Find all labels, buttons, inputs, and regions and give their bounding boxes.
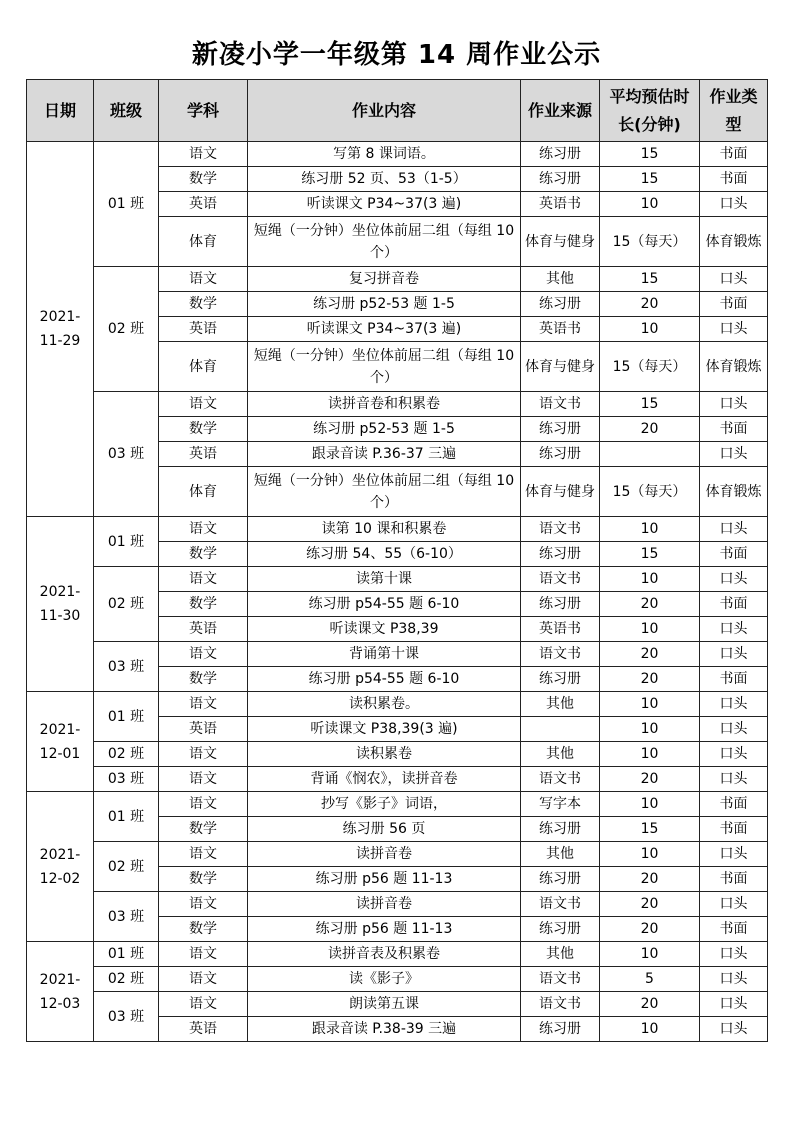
time-cell: 10 xyxy=(600,942,700,967)
source-cell: 练习册 xyxy=(521,1017,600,1042)
source-cell: 练习册 xyxy=(521,667,600,692)
type-cell: 口头 xyxy=(700,567,768,592)
type-cell: 体育锻炼 xyxy=(700,467,768,517)
source-cell: 英语书 xyxy=(521,192,600,217)
type-cell: 口头 xyxy=(700,267,768,292)
time-cell: 15（每天） xyxy=(600,217,700,267)
content-cell: 练习册 p54-55 题 6-10 xyxy=(248,667,521,692)
class-cell: 02 班 xyxy=(94,567,159,642)
subject-cell: 体育 xyxy=(159,467,248,517)
time-cell xyxy=(600,442,700,467)
content-cell: 读拼音卷 xyxy=(248,892,521,917)
header-subject: 学科 xyxy=(159,80,248,142)
type-cell: 口头 xyxy=(700,992,768,1017)
source-cell: 其他 xyxy=(521,742,600,767)
source-cell: 语文书 xyxy=(521,392,600,417)
time-cell: 15 xyxy=(600,142,700,167)
time-cell: 10 xyxy=(600,617,700,642)
class-cell: 02 班 xyxy=(94,967,159,992)
source-cell: 语文书 xyxy=(521,767,600,792)
class-cell: 02 班 xyxy=(94,742,159,767)
table-row xyxy=(27,892,768,917)
content-cell: 练习册 54、55（6-10） xyxy=(248,542,521,567)
date-cell: 2021-11-29 xyxy=(27,142,94,517)
type-cell: 口头 xyxy=(700,842,768,867)
subject-cell: 数学 xyxy=(159,417,248,442)
content-cell: 背诵第十课 xyxy=(248,642,521,667)
time-cell: 15 xyxy=(600,167,700,192)
type-cell: 口头 xyxy=(700,617,768,642)
source-cell: 语文书 xyxy=(521,642,600,667)
content-cell: 读拼音表及积累卷 xyxy=(248,942,521,967)
subject-cell: 英语 xyxy=(159,442,248,467)
source-cell: 其他 xyxy=(521,267,600,292)
type-cell: 口头 xyxy=(700,892,768,917)
source-cell: 练习册 xyxy=(521,542,600,567)
source-cell: 写字本 xyxy=(521,792,600,817)
subject-cell: 语文 xyxy=(159,892,248,917)
content-cell: 读《影子》 xyxy=(248,967,521,992)
content-cell: 短绳（一分钟）坐位体前屈二组（每组 10 个） xyxy=(248,467,521,517)
subject-cell: 语文 xyxy=(159,792,248,817)
source-cell: 练习册 xyxy=(521,867,600,892)
class-cell: 01 班 xyxy=(94,142,159,267)
homework-table xyxy=(26,79,768,1042)
class-cell: 02 班 xyxy=(94,267,159,392)
content-cell: 练习册 p56 题 11-13 xyxy=(248,917,521,942)
type-cell: 书面 xyxy=(700,667,768,692)
table-row xyxy=(27,392,768,417)
time-cell: 20 xyxy=(600,667,700,692)
source-cell: 体育与健身 xyxy=(521,342,600,392)
subject-cell: 语文 xyxy=(159,142,248,167)
subject-cell: 数学 xyxy=(159,817,248,842)
time-cell: 10 xyxy=(600,1017,700,1042)
subject-cell: 数学 xyxy=(159,667,248,692)
source-cell: 英语书 xyxy=(521,317,600,342)
time-cell: 15 xyxy=(600,542,700,567)
subject-cell: 语文 xyxy=(159,517,248,542)
time-cell: 20 xyxy=(600,767,700,792)
time-cell: 15 xyxy=(600,817,700,842)
type-cell: 体育锻炼 xyxy=(700,342,768,392)
table-body xyxy=(27,142,768,1042)
source-cell: 其他 xyxy=(521,942,600,967)
subject-cell: 体育 xyxy=(159,217,248,267)
subject-cell: 语文 xyxy=(159,692,248,717)
class-cell: 03 班 xyxy=(94,992,159,1042)
subject-cell: 数学 xyxy=(159,592,248,617)
type-cell: 书面 xyxy=(700,817,768,842)
time-cell: 20 xyxy=(600,292,700,317)
content-cell: 听读课文 P34~37(3 遍) xyxy=(248,317,521,342)
content-cell: 读拼音卷 xyxy=(248,842,521,867)
date-cell: 2021-12-01 xyxy=(27,692,94,792)
time-cell: 10 xyxy=(600,792,700,817)
content-cell: 短绳（一分钟）坐位体前屈二组（每组 10 个） xyxy=(248,342,521,392)
type-cell: 书面 xyxy=(700,142,768,167)
subject-cell: 语文 xyxy=(159,742,248,767)
table-row xyxy=(27,842,768,867)
time-cell: 20 xyxy=(600,867,700,892)
type-cell: 书面 xyxy=(700,792,768,817)
type-cell: 口头 xyxy=(700,717,768,742)
table-row xyxy=(27,642,768,667)
type-cell: 书面 xyxy=(700,167,768,192)
content-cell: 跟录音读 P.36-37 三遍 xyxy=(248,442,521,467)
subject-cell: 语文 xyxy=(159,267,248,292)
subject-cell: 英语 xyxy=(159,317,248,342)
subject-cell: 语文 xyxy=(159,392,248,417)
source-cell: 练习册 xyxy=(521,167,600,192)
type-cell: 书面 xyxy=(700,292,768,317)
header-time: 平均预估时长(分钟) xyxy=(600,80,700,142)
type-cell: 口头 xyxy=(700,767,768,792)
subject-cell: 语文 xyxy=(159,642,248,667)
source-cell: 其他 xyxy=(521,692,600,717)
subject-cell: 数学 xyxy=(159,542,248,567)
content-cell: 练习册 52 页、53（1-5） xyxy=(248,167,521,192)
source-cell xyxy=(521,717,600,742)
type-cell: 口头 xyxy=(700,942,768,967)
class-cell: 03 班 xyxy=(94,642,159,692)
time-cell: 15（每天） xyxy=(600,467,700,517)
header-class: 班级 xyxy=(94,80,159,142)
type-cell: 口头 xyxy=(700,967,768,992)
type-cell: 口头 xyxy=(700,317,768,342)
time-cell: 20 xyxy=(600,417,700,442)
class-cell: 01 班 xyxy=(94,942,159,967)
class-cell: 01 班 xyxy=(94,692,159,742)
header-type: 作业类型 xyxy=(700,80,768,142)
content-cell: 听读课文 P34~37(3 遍) xyxy=(248,192,521,217)
content-cell: 读积累卷。 xyxy=(248,692,521,717)
source-cell: 体育与健身 xyxy=(521,217,600,267)
subject-cell: 语文 xyxy=(159,942,248,967)
page-title: 新凌小学一年级第 14 周作业公示 xyxy=(191,40,602,70)
content-cell: 练习册 p54-55 题 6-10 xyxy=(248,592,521,617)
table-row xyxy=(27,967,768,992)
subject-cell: 英语 xyxy=(159,1017,248,1042)
subject-cell: 语文 xyxy=(159,567,248,592)
source-cell: 练习册 xyxy=(521,592,600,617)
header-date: 日期 xyxy=(27,80,94,142)
type-cell: 口头 xyxy=(700,442,768,467)
type-cell: 书面 xyxy=(700,542,768,567)
source-cell: 语文书 xyxy=(521,567,600,592)
source-cell: 体育与健身 xyxy=(521,467,600,517)
class-cell: 03 班 xyxy=(94,892,159,942)
table-row xyxy=(27,942,768,967)
table-row xyxy=(27,517,768,542)
subject-cell: 数学 xyxy=(159,292,248,317)
subject-cell: 语文 xyxy=(159,842,248,867)
time-cell: 10 xyxy=(600,567,700,592)
class-cell: 01 班 xyxy=(94,792,159,842)
content-cell: 跟录音读 P.38-39 三遍 xyxy=(248,1017,521,1042)
table-row xyxy=(27,692,768,717)
subject-cell: 数学 xyxy=(159,867,248,892)
table-row xyxy=(27,142,768,167)
content-cell: 练习册 p52-53 题 1-5 xyxy=(248,292,521,317)
type-cell: 口头 xyxy=(700,642,768,667)
type-cell: 书面 xyxy=(700,592,768,617)
type-cell: 书面 xyxy=(700,867,768,892)
table-row xyxy=(27,742,768,767)
time-cell: 20 xyxy=(600,592,700,617)
content-cell: 听读课文 P38,39 xyxy=(248,617,521,642)
content-cell: 读第 10 课和积累卷 xyxy=(248,517,521,542)
time-cell: 20 xyxy=(600,642,700,667)
subject-cell: 英语 xyxy=(159,717,248,742)
table-row xyxy=(27,992,768,1017)
table-row xyxy=(27,567,768,592)
type-cell: 口头 xyxy=(700,192,768,217)
time-cell: 10 xyxy=(600,742,700,767)
time-cell: 10 xyxy=(600,517,700,542)
type-cell: 口头 xyxy=(700,1017,768,1042)
content-cell: 朗读第五课 xyxy=(248,992,521,1017)
time-cell: 5 xyxy=(600,967,700,992)
type-cell: 口头 xyxy=(700,692,768,717)
type-cell: 口头 xyxy=(700,392,768,417)
subject-cell: 英语 xyxy=(159,192,248,217)
content-cell: 练习册 p56 题 11-13 xyxy=(248,867,521,892)
subject-cell: 语文 xyxy=(159,992,248,1017)
table-row xyxy=(27,267,768,292)
class-cell: 03 班 xyxy=(94,767,159,792)
content-cell: 复习拼音卷 xyxy=(248,267,521,292)
content-cell: 练习册 56 页 xyxy=(248,817,521,842)
subject-cell: 英语 xyxy=(159,617,248,642)
subject-cell: 体育 xyxy=(159,342,248,392)
class-cell: 02 班 xyxy=(94,842,159,892)
source-cell: 练习册 xyxy=(521,917,600,942)
type-cell: 书面 xyxy=(700,917,768,942)
source-cell: 英语书 xyxy=(521,617,600,642)
content-cell: 读积累卷 xyxy=(248,742,521,767)
time-cell: 10 xyxy=(600,842,700,867)
time-cell: 15 xyxy=(600,267,700,292)
time-cell: 10 xyxy=(600,317,700,342)
content-cell: 读第十课 xyxy=(248,567,521,592)
time-cell: 20 xyxy=(600,917,700,942)
source-cell: 语文书 xyxy=(521,892,600,917)
type-cell: 口头 xyxy=(700,742,768,767)
header-content: 作业内容 xyxy=(248,80,521,142)
class-cell: 01 班 xyxy=(94,517,159,567)
subject-cell: 数学 xyxy=(159,167,248,192)
content-cell: 背诵《悯农》，读拼音卷 xyxy=(248,767,521,792)
time-cell: 20 xyxy=(600,992,700,1017)
header-row xyxy=(27,80,768,142)
content-cell: 短绳（一分钟）坐位体前屈二组（每组 10 个） xyxy=(248,217,521,267)
table-row xyxy=(27,792,768,817)
date-cell: 2021-12-02 xyxy=(27,792,94,942)
table-row xyxy=(27,767,768,792)
date-cell: 2021-12-03 xyxy=(27,942,94,1042)
date-cell: 2021-11-30 xyxy=(27,517,94,692)
source-cell: 练习册 xyxy=(521,292,600,317)
header-source: 作业来源 xyxy=(521,80,600,142)
source-cell: 语文书 xyxy=(521,967,600,992)
source-cell: 语文书 xyxy=(521,517,600,542)
time-cell: 10 xyxy=(600,692,700,717)
content-cell: 抄写《影子》词语， xyxy=(248,792,521,817)
type-cell: 口头 xyxy=(700,517,768,542)
source-cell: 练习册 xyxy=(521,442,600,467)
subject-cell: 语文 xyxy=(159,967,248,992)
time-cell: 10 xyxy=(600,192,700,217)
content-cell: 练习册 p52-53 题 1-5 xyxy=(248,417,521,442)
content-cell: 听读课文 P38,39(3 遍) xyxy=(248,717,521,742)
source-cell: 练习册 xyxy=(521,142,600,167)
type-cell: 体育锻炼 xyxy=(700,217,768,267)
time-cell: 15（每天） xyxy=(600,342,700,392)
subject-cell: 语文 xyxy=(159,767,248,792)
content-cell: 写第 8 课词语。 xyxy=(248,142,521,167)
time-cell: 10 xyxy=(600,717,700,742)
source-cell: 语文书 xyxy=(521,992,600,1017)
subject-cell: 数学 xyxy=(159,917,248,942)
time-cell: 15 xyxy=(600,392,700,417)
class-cell: 03 班 xyxy=(94,392,159,517)
source-cell: 练习册 xyxy=(521,417,600,442)
source-cell: 其他 xyxy=(521,842,600,867)
source-cell: 练习册 xyxy=(521,817,600,842)
type-cell: 书面 xyxy=(700,417,768,442)
time-cell: 20 xyxy=(600,892,700,917)
content-cell: 读拼音卷和积累卷 xyxy=(248,392,521,417)
